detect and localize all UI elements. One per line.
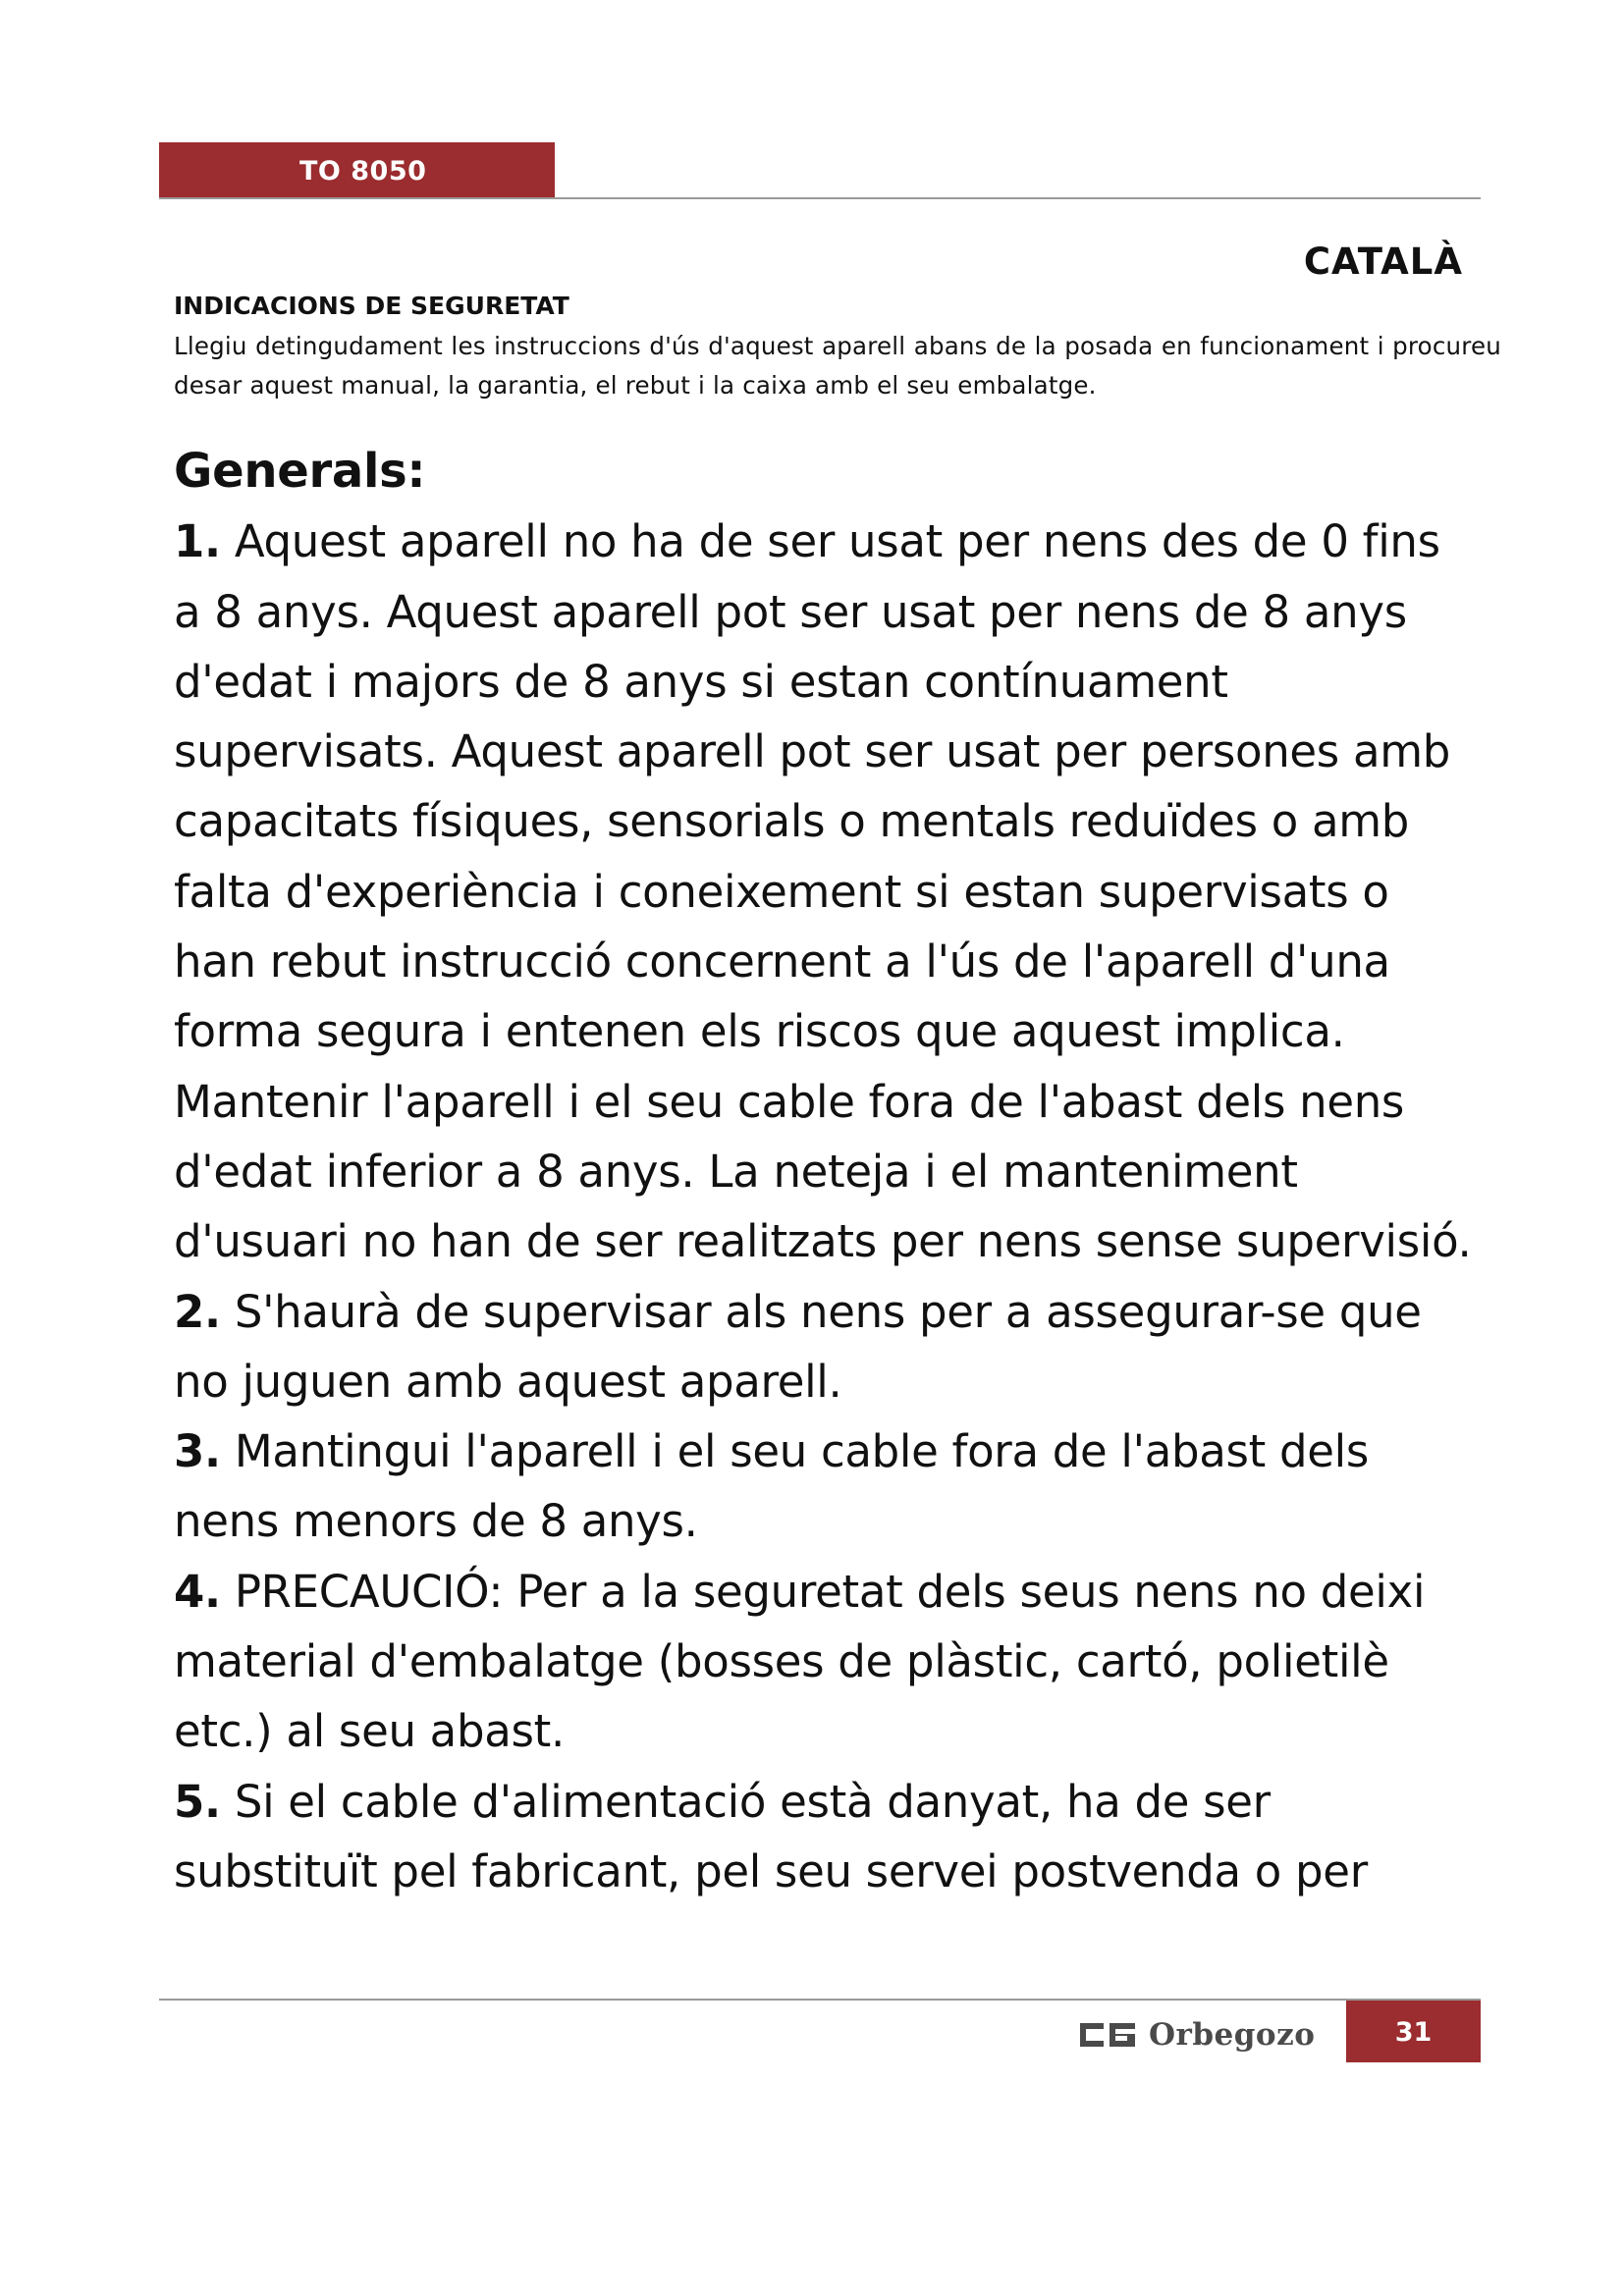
instruction-item-3 [174, 1416, 1480, 1557]
footer-divider [159, 1999, 1481, 2001]
item-number: 1. [174, 515, 221, 568]
page-number-tab [1346, 2001, 1481, 2062]
item-text: Mantingui l'aparell i el seu cable fora de l'abast dels nens menors de 8 anys. [174, 1425, 1370, 1548]
brand-mark-icon [1080, 2019, 1135, 2051]
header-divider [159, 197, 1481, 199]
language-heading: CATALÀ [1303, 240, 1463, 283]
item-text: Si el cable d'alimentació està danyat, ha de ser substituït pel fabricant, pel seu servei postvenda o per [174, 1775, 1368, 1897]
instruction-item-2 [174, 1277, 1480, 1417]
brand-name: Orbegozo [1149, 2017, 1316, 2053]
brand-logo [1080, 2012, 1331, 2057]
section-heading: Generals: [174, 444, 426, 499]
item-number: 5. [174, 1775, 221, 1828]
intro-paragraph: Llegiu detingudament les instruccions d'ús d'aquest aparell abans de la posada en funcionament i procureu desar aquest manual, la garantia, el rebut i la caixa amb el seu embalatge. [174, 332, 1501, 400]
item-text: Aquest aparell no ha de ser usat per nens des de 0 fins a 8 anys. Aquest aparell pot ser usat per nens de 8 anys d'edat i majors de 8 anys si estan contínuament supervisats. Aquest aparell pot ser usat per persones amb capacitats físiques, sensorials o mentals reduïdes o amb falta d'experiència i coneixement si estan supervisats o han rebut instrucció concernent a l'ús de l'aparell d'una forma segura i entenen els riscos que aquest implica. Mantenir l'aparell i el seu cable fora de l'abast dels nens d'edat inferior a 8 anys. La neteja i el manteniment d'usuari no han de ser realitzats per nens sense supervisió. [174, 515, 1472, 1268]
model-label: TO 8050 [299, 156, 427, 187]
instruction-item-1 [174, 507, 1480, 1276]
instruction-item-4 [174, 1557, 1480, 1767]
instruction-item-5 [174, 1767, 1480, 1907]
safety-title: INDICACIONS DE SEGURETAT [174, 292, 569, 320]
item-text: PRECAUCIÓ: Per a la seguretat dels seus nens no deixi material d'embalatge (bosses de plàstic, cartó, polietilè etc.) al seu abast. [174, 1565, 1426, 1758]
item-number: 4. [174, 1565, 221, 1618]
page-number: 31 [1394, 2017, 1433, 2048]
item-number: 3. [174, 1425, 221, 1478]
item-number: 2. [174, 1285, 221, 1338]
item-text: S'haurà de supervisar als nens per a assegurar-se que no juguen amb aquest aparell. [174, 1285, 1422, 1408]
model-tab [159, 142, 555, 197]
safety-instructions [174, 437, 1480, 1906]
